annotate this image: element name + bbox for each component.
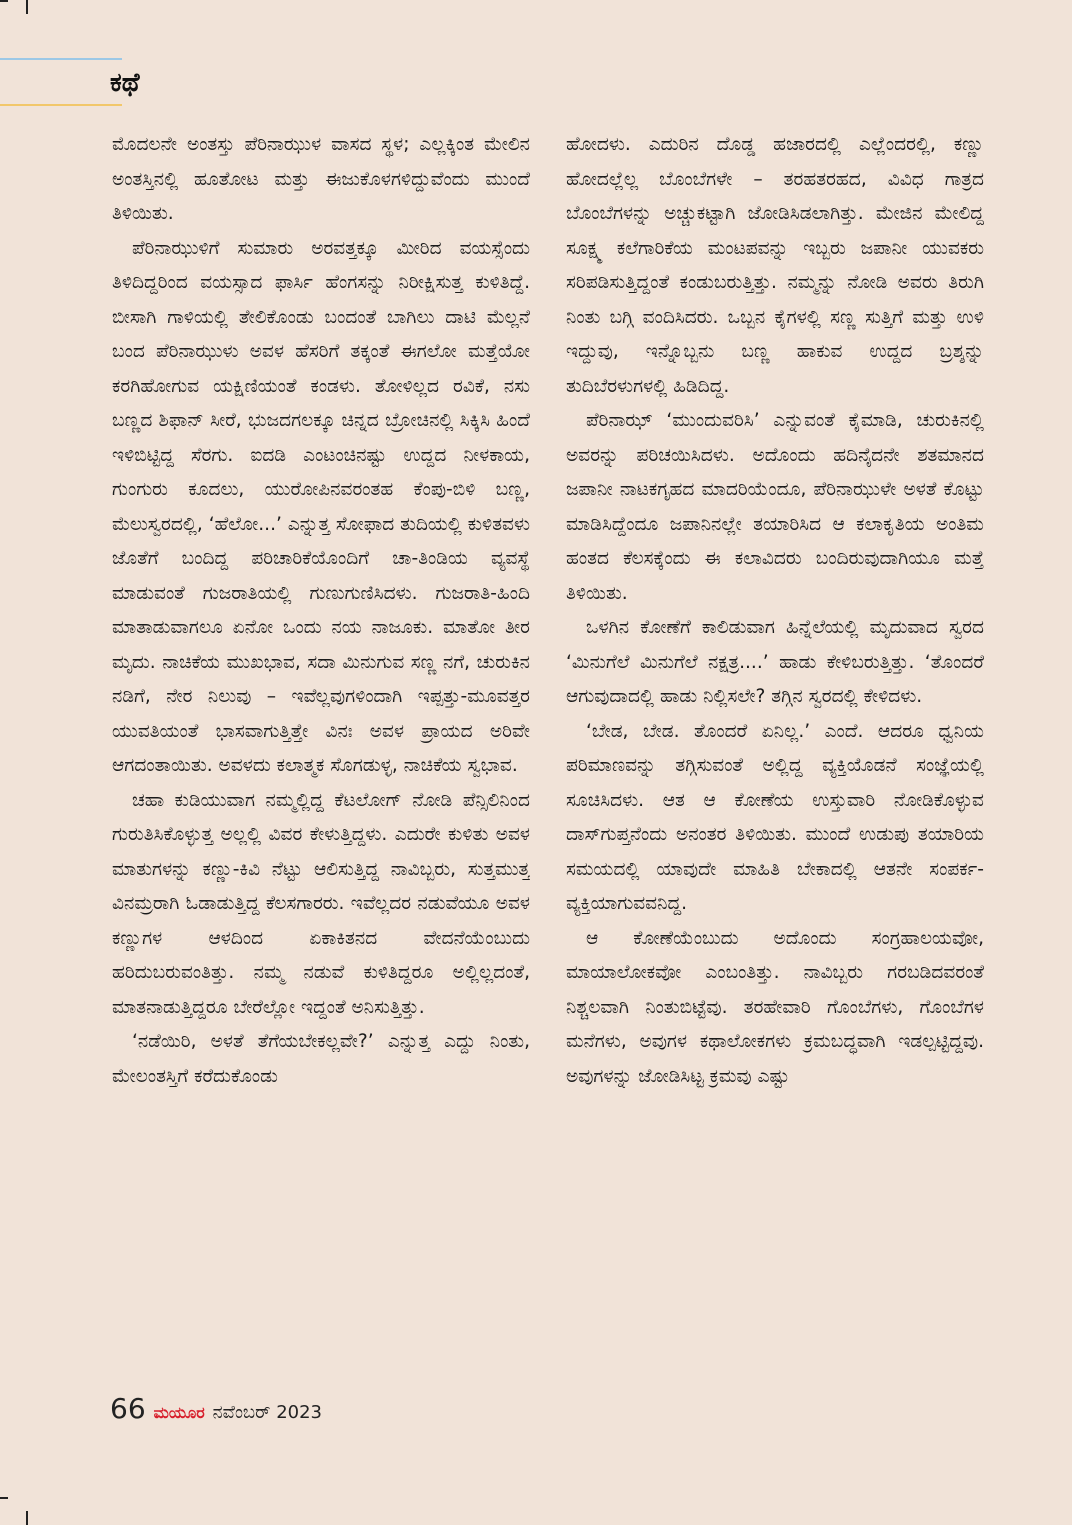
paragraph: ‘ನಡೆಯಿರಿ, ಅಳತೆ ತೆಗೆಯಬೇಕಲ್ಲವೇ?’ ಎನ್ನುತ್ತ ಎದ್ದು ನಿಂತು, ಮೇಲಂತಸ್ತಿಗೆ ಕರೆದುಕೊಂಡು — [112, 1031, 530, 1087]
crop-mark — [26, 1511, 28, 1525]
paragraph: ಮೊದಲನೇ ಅಂತಸ್ತು ಪೆರಿನಾಝುಳ ವಾಸದ ಸ್ಥಳ; ಎಲ್ಲಕ್ಕಿಂತ ಮೇಲಿನ ಅಂತಸ್ತಿನಲ್ಲಿ ಹೂತೋಟ ಮತ್ತು ಈಜುಕೊಳಗಳಿದ್ದುವೆಂದು ಮುಂದೆ ತಿಳಿಯಿತು. — [112, 134, 530, 224]
section-title: ಕಥೆ — [110, 68, 140, 98]
header-rule-top — [0, 58, 122, 60]
header-rule-bottom — [0, 104, 122, 106]
crop-mark — [0, 0, 8, 2]
paragraph: ಪೆರಿನಾಝುಳಿಗೆ ಸುಮಾರು ಅರವತ್ತಕ್ಕೂ ಮೀರಿದ ವಯಸ್ಸೆಂದು ತಿಳಿದಿದ್ದರಿಂದ ವಯಸ್ಸಾದ ಫಾರ್ಸಿ ಹೆಂಗಸನ್ನು ನಿರೀಕ್ಷಿಸುತ್ತ ಕುಳಿತಿದ್ದೆ. ಬೀಸಾಗಿ ಗಾಳಿಯಲ್ಲಿ ತೇಲಿಕೊಂಡು ಬಂದಂತೆ ಬಾಗಿಲು ದಾಟಿ ಮೆಲ್ಲನೆ ಬಂದ ಪೆರಿನಾಝುಳು ಅವಳ ಹೆಸರಿಗೆ ತಕ್ಕಂತೆ ಈಗಲೋ ಮತ್ತೆಯೋ ಕರಗಿಹೋಗುವ ಯಕ್ಷಿಣಿಯಂತೆ ಕಂಡಳು. ತೋಳಿಲ್ಲದ ರವಿಕೆ, ನಸು ಬಣ್ಣದ ಶಿಫಾನ್ ಸೀರೆ, ಭುಜದಗಲಕ್ಕೂ ಚಿನ್ನದ ಬ್ರೋಚಿನಲ್ಲಿ ಸಿಕ್ಕಿಸಿ ಹಿಂದೆ ಇಳಿಬಿಟ್ಟಿದ್ದ ಸೆರಗು. ಐದಡಿ ಎಂಟಂಚಿನಷ್ಟು ಉದ್ದದ ನೀಳಕಾಯ, ಗುಂಗುರು ಕೂದಲು, ಯುರೋಪಿನವರಂತಹ ಕೆಂಪು-ಬಿಳಿ ಬಣ್ಣ, ಮೆಲುಸ್ವರದಲ್ಲಿ, ‘ಹೆಲೋ...’ ಎನ್ನುತ್ತ ಸೋಫಾದ ತುದಿಯಲ್ಲಿ ಕುಳಿತವಳು ಜೊತೆಗೆ ಬಂದಿದ್ದ ಪರಿಚಾರಿಕೆಯೊಂದಿಗೆ ಚಾ-ತಿಂಡಿಯ ವ್ಯವಸ್ಥೆ ಮಾಡುವಂತೆ ಗುಜರಾತಿಯಲ್ಲಿ ಗುಣುಗುಣಿಸಿದಳು. ಗುಜರಾತಿ-ಹಿಂದಿ ಮಾತಾಡುವಾಗಲೂ ಏನೋ ಒಂದು ನಯ ನಾಜೂಕು. ಮಾತೋ ತೀರ ಮೃದು. ನಾಚಿಕೆಯ ಮುಖಭಾವ, ಸದಾ ಮಿನುಗುವ ಸಣ್ಣ ನಗೆ, ಚುರುಕಿನ ನಡಿಗೆ, ನೇರ ನಿಲುವು – ಇವೆಲ್ಲವುಗಳಿಂದಾಗಿ ಇಪ್ಪತ್ತು-ಮೂವತ್ತರ ಯುವತಿಯಂತೆ ಭಾಸವಾಗುತ್ತಿತ್ತೇ ವಿನಃ ಅವಳ ಪ್ರಾಯದ ಅರಿವೇ ಆಗದಂತಾಯಿತು. ಅವಳದು ಕಲಾತ್ಮಕ ಸೊಗಡುಳ್ಳ, ನಾಚಿಕೆಯ ಸ್ವಭಾವ. — [112, 237, 530, 776]
section-header — [0, 58, 150, 108]
paragraph: ಚಹಾ ಕುಡಿಯುವಾಗ ನಮ್ಮಲ್ಲಿದ್ದ ಕೆಟಲೋಗ್ ನೋಡಿ ಪೆನ್ಸಿಲಿನಿಂದ ಗುರುತಿಸಿಕೊಳ್ಳುತ್ತ ಅಲ್ಲಲ್ಲಿ ವಿವರ ಕೇಳುತ್ತಿದ್ದಳು. ಎದುರೇ ಕುಳಿತು ಅವಳ ಮಾತುಗಳನ್ನು ಕಣ್ಣು-ಕಿವಿ ನೆಟ್ಟು ಆಲಿಸುತ್ತಿದ್ದ ನಾವಿಬ್ಬರು, ಸುತ್ತಮುತ್ತ ವಿನಮ್ರರಾಗಿ ಓಡಾಡುತ್ತಿದ್ದ ಕೆಲಸಗಾರರು. ಇವೆಲ್ಲದರ ನಡುವೆಯೂ ಅವಳ ಕಣ್ಣುಗಳ ಆಳದಿಂದ ಏಕಾಕಿತನದ ವೇದನೆಯೆಂಬುದು ಹರಿದುಬರುವಂತಿತ್ತು. ನಮ್ಮ ನಡುವೆ ಕುಳಿತಿದ್ದರೂ ಅಲ್ಲಿಲ್ಲದಂತೆ, ಮಾತನಾಡುತ್ತಿದ್ದರೂ ಬೇರೆಲ್ಲೋ ಇದ್ದಂತೆ ಅನಿಸುತ್ತಿತ್ತು. — [112, 789, 530, 1018]
crop-mark — [26, 0, 28, 14]
page-number: 66 — [110, 1392, 146, 1425]
text-column-right — [566, 128, 984, 1368]
paragraph: ಆ ಕೋಣೆಯೆಂಬುದು ಅದೊಂದು ಸಂಗ್ರಹಾಲಯವೋ, ಮಾಯಾಲೋಕವೋ ಎಂಬಂತಿತ್ತು. ನಾವಿಬ್ಬರು ಗರಬಡಿದವರಂತೆ ನಿಶ್ಚಲವಾಗಿ ನಿಂತುಬಿಟ್ಟೆವು. ತರಹೇವಾರಿ ಗೊಂಬೆಗಳು, ಗೊಂಬೆಗಳ ಮನೆಗಳು, ಅವುಗಳ ಕಥಾಲೋಕಗಳು ಕ್ರಮಬದ್ಧವಾಗಿ ಇಡಲ್ಪಟ್ಟಿದ್ದವು. ಅವುಗಳನ್ನು ಜೋಡಿಸಿಟ್ಟ ಕ್ರಮವು ಎಷ್ಟು — [566, 927, 984, 1087]
text-column-left — [112, 128, 530, 1368]
paragraph: ಒಳಗಿನ ಕೋಣೆಗೆ ಕಾಲಿಡುವಾಗ ಹಿನ್ನೆಲೆಯಲ್ಲಿ ಮೃದುವಾದ ಸ್ವರದ ‘ಮಿನುಗೆಲೆ ಮಿನುಗೆಲೆ ನಕ್ಷತ್ರ....’ ಹಾಡು ಕೇಳಿಬರುತ್ತಿತ್ತು. ‘ತೊಂದರೆ ಆಗುವುದಾದಲ್ಲಿ ಹಾಡು ನಿಲ್ಲಿಸಲೇ? ತಗ್ಗಿನ ಸ್ವರದಲ್ಲಿ ಕೇಳಿದಳು. — [566, 617, 984, 707]
page-footer — [110, 1392, 322, 1432]
paragraph: ‘ಬೇಡ, ಬೇಡ. ತೊಂದರೆ ಏನಿಲ್ಲ.’ ಎಂದೆ. ಆದರೂ ಧ್ವನಿಯ ಪರಿಮಾಣವನ್ನು ತಗ್ಗಿಸುವಂತೆ ಅಲ್ಲಿದ್ದ ವ್ಯಕ್ತಿಯೊಡನೆ ಸಂಜ್ಞೆಯಲ್ಲಿ ಸೂಚಿಸಿದಳು. ಆತ ಆ ಕೋಣೆಯ ಉಸ್ತುವಾರಿ ನೋಡಿಕೊಳ್ಳುವ ದಾಸ್‌ಗುಪ್ತನೆಂದು ಅನಂತರ ತಿಳಿಯಿತು. ಮುಂದೆ ಉಡುಪು ತಯಾರಿಯ ಸಮಯದಲ್ಲಿ ಯಾವುದೇ ಮಾಹಿತಿ ಬೇಕಾದಲ್ಲಿ ಆತನೇ ಸಂಪರ್ಕ-ವ್ಯಕ್ತಿಯಾಗುವವನಿದ್ದ. — [566, 720, 984, 914]
paragraph: ಹೋದಳು. ಎದುರಿನ ದೊಡ್ಡ ಹಜಾರದಲ್ಲಿ ಎಲ್ಲೆಂದರಲ್ಲಿ, ಕಣ್ಣು ಹೋದಲ್ಲೆಲ್ಲ ಬೊಂಬೆಗಳೇ – ತರಹತರಹದ, ವಿವಿಧ ಗಾತ್ರದ ಬೊಂಬೆಗಳನ್ನು ಅಚ್ಚುಕಟ್ಟಾಗಿ ಜೋಡಿಸಿಡಲಾಗಿತ್ತು. ಮೇಜಿನ ಮೇಲಿದ್ದ ಸೂಕ್ಷ್ಮ ಕಲೆಗಾರಿಕೆಯ ಮಂಟಪವನ್ನು ಇಬ್ಬರು ಜಪಾನೀ ಯುವಕರು ಸರಿಪಡಿಸುತ್ತಿದ್ದಂತೆ ಕಂಡುಬರುತ್ತಿತ್ತು. ನಮ್ಮನ್ನು ನೋಡಿ ಅವರು ತಿರುಗಿ ನಿಂತು ಬಗ್ಗಿ ವಂದಿಸಿದರು. ಒಬ್ಬನ ಕೈಗಳಲ್ಲಿ ಸಣ್ಣ ಸುತ್ತಿಗೆ ಮತ್ತು ಉಳಿ ಇದ್ದುವು, ಇನ್ನೊಬ್ಬನು ಬಣ್ಣ ಹಾಕುವ ಉದ್ದದ ಬ್ರಶ್ಶನ್ನು ತುದಿಬೆರಳುಗಳಲ್ಲಿ ಹಿಡಿದಿದ್ದ. — [566, 134, 984, 397]
issue-date: ನವೆಂಬರ್ 2023 — [212, 1402, 322, 1423]
paragraph: ಪೆರಿನಾಝ್ ‘ಮುಂದುವರಿಸಿ’ ಎನ್ನುವಂತೆ ಕೈಮಾಡಿ, ಚುರುಕಿನಲ್ಲಿ ಅವರನ್ನು ಪರಿಚಯಿಸಿದಳು. ಅದೊಂದು ಹದಿನೈದನೇ ಶತಮಾನದ ಜಪಾನೀ ನಾಟಕಗೃಹದ ಮಾದರಿಯೆಂದೂ, ಪೆರಿನಾಝುಳೇ ಅಳತೆ ಕೊಟ್ಟು ಮಾಡಿಸಿದ್ದೆಂದೂ ಜಪಾನಿನಲ್ಲೇ ತಯಾರಿಸಿದ ಆ ಕಲಾಕೃತಿಯ ಅಂತಿಮ ಹಂತದ ಕೆಲಸಕ್ಕೆಂದು ಈ ಕಲಾವಿದರು ಬಂದಿರುವುದಾಗಿಯೂ ಮತ್ತೆ ತಿಳಿಯಿತು. — [566, 410, 984, 604]
crop-mark — [0, 1497, 8, 1499]
magazine-logo: ಮಯೂರ — [153, 1403, 205, 1422]
